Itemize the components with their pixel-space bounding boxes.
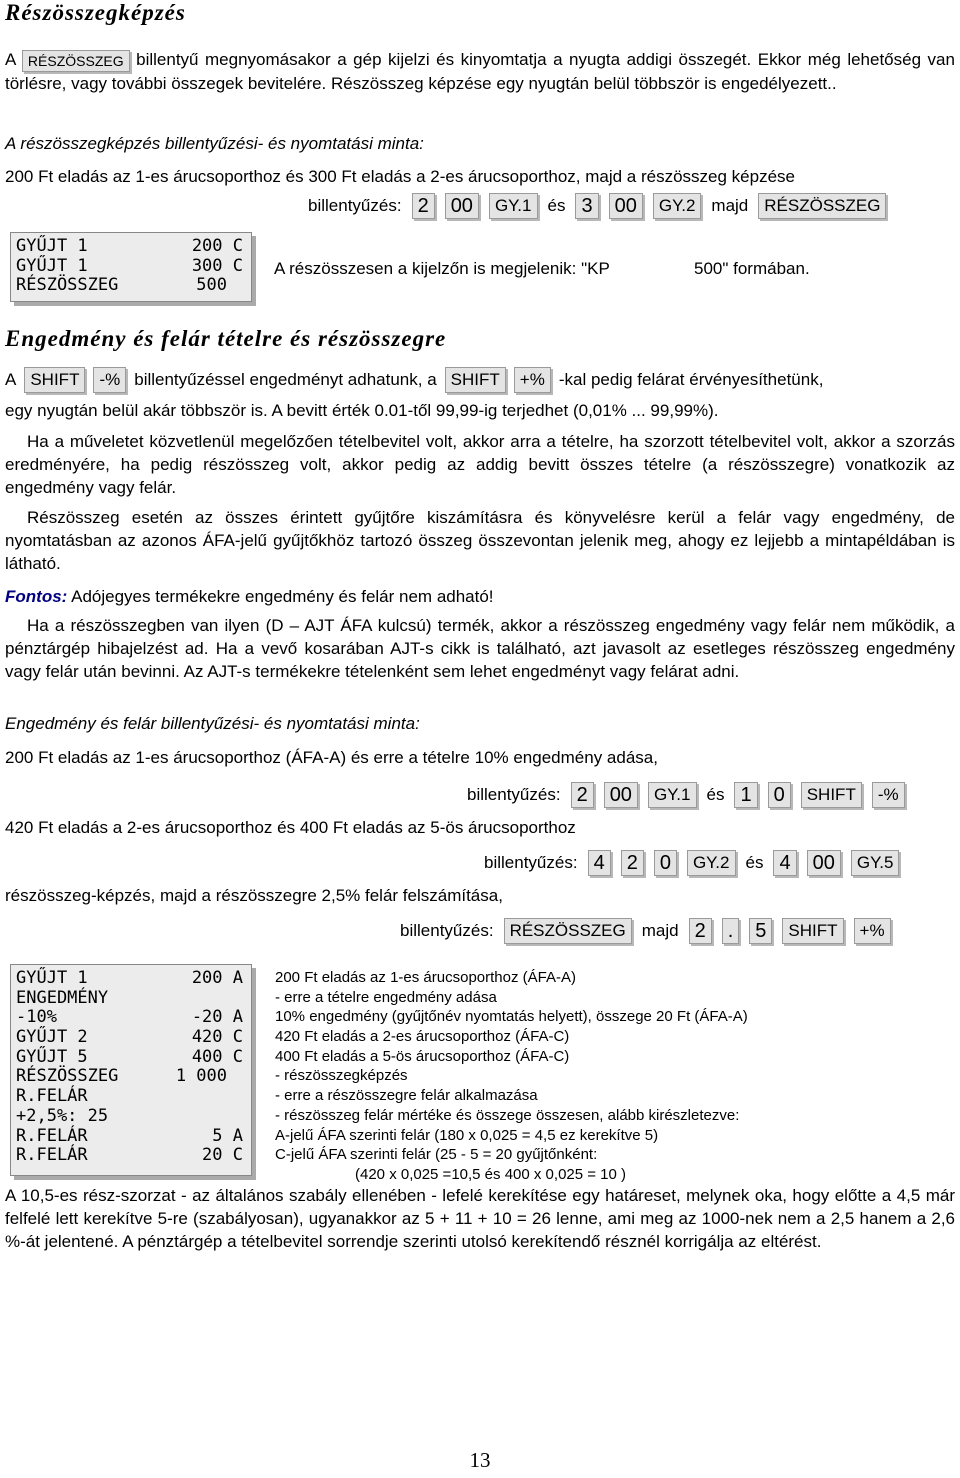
word-majd: majd <box>711 196 749 215</box>
receipt-line: R.FELÁR 5 A <box>16 1125 243 1146</box>
key-sequence-1 <box>308 193 886 219</box>
key-00: 00 <box>807 850 841 876</box>
intro-post: billentyű megnyomásakor a gép kijelzi és kinyomtatja a nyugta addigi összegét. Ekkor még lehetőség van törlésre, vagy további összegek bevitelére. Részösszeg képzése egy nyugtán belül többször is engedélyezett.. <box>5 50 955 93</box>
paragraph-3: Ha a részösszegben van ilyen (D – AJT ÁFA kulcsú) termék, akkor a részösszeg engedmény vagy felár nem működik, a pénztárgép hibajelzést ad. Ha a vevő kosarában AJT-s cikk is található, azt javasolt az esetleges részösszeg engedmény vagy felár után bevinni. Az AJT-s termékekre tételenként sem lehet engedményt vagy felárat adni. <box>5 616 955 681</box>
key-gy2: GY.2 <box>687 850 736 876</box>
fontos-text: Adójegyes termékekre engedmény és felár nem adható! <box>71 587 494 606</box>
section-title-engedmeny: Engedmény és felár tételre és részösszegre <box>5 326 447 351</box>
example-text-1: 200 Ft eladás az 1-es árucsoporthoz és 300 Ft eladás a 2-es árucsoporthoz, majd a részösszeg képzése <box>5 167 795 186</box>
key-gy5: GY.5 <box>851 850 900 876</box>
receipt-line: R.FELÁR <box>16 1086 88 1107</box>
key-minus-percent: -% <box>93 367 126 393</box>
key-2: 2 <box>621 850 644 876</box>
description-line: - részösszegképzés <box>275 1067 408 1085</box>
key-4: 4 <box>773 850 796 876</box>
description-line: 10% engedmény (gyűjtőnév nyomtatás helyett), összege 20 Ft (ÁFA-A) <box>275 1008 748 1026</box>
fontos-label: Fontos: <box>5 587 68 606</box>
receipt-line: -10% -20 A <box>16 1007 243 1028</box>
receipt-line: ENGEDMÉNY <box>16 987 109 1008</box>
fontos-note <box>5 585 955 608</box>
section-title-reszosszeg: Részösszegképzés <box>5 0 186 25</box>
receipt-line: GYŰJT 2 420 C <box>16 1027 243 1048</box>
description-line: 200 Ft eladás az 1-es árucsoporthoz (ÁFA-A) <box>275 969 576 986</box>
key-00: 00 <box>609 193 643 219</box>
key-plus-percent: +% <box>514 367 551 393</box>
receipt-line: +2,5%: 25 <box>16 1105 109 1126</box>
key-0: 0 <box>654 850 677 876</box>
description-line: - erre a részösszegre felár alkalmazása <box>275 1087 538 1105</box>
key-2: 2 <box>412 193 435 219</box>
intro-pre: A <box>5 50 16 69</box>
key-3: 3 <box>575 193 598 219</box>
key-00: 00 <box>445 193 479 219</box>
key-shift: SHIFT <box>24 367 85 393</box>
key-2: 2 <box>689 918 712 944</box>
key-shift: SHIFT <box>801 782 862 808</box>
example-2-text: 420 Ft eladás a 2-es árucsoporthoz és 400 Ft eladás az 5-ös árucsoporthoz <box>5 818 576 837</box>
receipt-line: GYŰJT 1 200 A <box>16 968 243 988</box>
word-es: és <box>547 196 566 215</box>
key-dot: . <box>722 918 740 944</box>
sample-heading-1: A részösszegképzés billentyűzési- és nyomtatási minta: <box>5 134 424 153</box>
key-0: 0 <box>768 782 791 808</box>
sample-heading-2: Engedmény és felár billentyűzési- és nyomtatási minta: <box>5 714 420 733</box>
receipt-sample-2 <box>10 964 252 1176</box>
receipt-line: RÉSZÖSSZEG 1 000 <box>16 1066 227 1087</box>
shift-keys-line: A SHIFT -% billentyűzéssel engedményt adhatunk, a SHIFT +% -kal pedig felárat érvényesíthetünk, <box>5 367 823 393</box>
key-00: 00 <box>604 782 638 808</box>
description-line: 400 Ft eladás a 5-ös árucsoporthoz (ÁFA-C) <box>275 1047 570 1065</box>
key-gy1: GY.1 <box>489 193 538 219</box>
description-line: - erre a tételre engedmény adása <box>275 988 497 1006</box>
key-sequence-ex2: billentyűzés: 4 2 0 GY.2 és 4 00 GY.5 <box>484 850 899 876</box>
receipt-line: GYŰJT 1 200 C <box>16 236 243 256</box>
receipt-line: R.FELÁR 20 C <box>16 1145 243 1166</box>
paragraph-4: A 10,5-es rész-szorzat - az általános szabály ellenében - lefelé kerekítése egy határeset, melynek oka, hogy előtte a 4,5 már felfelé lett kerekítve 5-re (szabályosan), ugyanakkor az 5 + 11 + 10 = 26 lenne, ami meg az 1000-nek nem a 2,5 hanem a 2,6 %-át jelentené. A pénztárgép a tételbevitel sorrendje szerinti utolsó kerekítendő résznél korrigálja az eltérést. <box>5 1186 955 1251</box>
display-note-a: A részösszesen a kijelzőn is megjelenik: "KP <box>274 259 610 278</box>
receipt-line: RÉSZÖSSZEG 500 <box>16 275 227 296</box>
key-sequence-ex1: billentyűzés: 2 00 GY.1 és 1 0 SHIFT -% <box>467 782 905 808</box>
example-1-text: 200 Ft eladás az 1-es árucsoporthoz (ÁFA-A) és erre a tételre 10% engedmény adása, <box>5 748 658 767</box>
paragraph-1: Ha a műveletet közvetlenül megelőzően tételbevitel volt, akkor arra a tételre, ha szorzott tételbevitel volt, akkor a szorzás eredményére, ha pedig részösszeg volt, akkor pedig az addig bevitt összes tételre (a részösszegre) vonatkozik az engedmény vagy felár. <box>5 432 955 497</box>
receipt-sample-1 <box>10 232 252 302</box>
description-line: (420 x 0,025 =10,5 és 400 x 0,025 = 10 ) <box>355 1165 627 1183</box>
keys-label: billentyűzés: <box>308 196 402 215</box>
example-3-text: részösszeg-képzés, majd a részösszegre 2,5% felár felszámítása, <box>5 886 503 905</box>
description-line: A-jelű ÁFA szerinti felár (180 x 0,025 = 4,5 ez kerekítve 5) <box>275 1126 659 1144</box>
key-sequence-ex3: billentyűzés: RÉSZÖSSZEG majd 2 . 5 SHIFT +% <box>400 918 891 944</box>
receipt-line: GYŰJT 5 400 C <box>16 1046 243 1067</box>
key-reszosszeg: RÉSZÖSSZEG <box>504 918 632 944</box>
key-reszosszeg: RÉSZÖSSZEG <box>22 50 130 72</box>
paragraph-2: Részösszeg esetén az összes érintett gyűjtőre kiszámításra és könyvelésre kerül a felár vagy engedmény, de nyomtatásban az azonos ÁFA-jelű gyűjtőkhöz tartozó összeg összevontan jelenik meg, ahogy ez lejjebb a mintapéldában is látható. <box>5 508 955 573</box>
key-shift: SHIFT <box>782 918 843 944</box>
key-gy2: GY.2 <box>653 193 702 219</box>
key-5: 5 <box>749 918 772 944</box>
key-2: 2 <box>571 782 594 808</box>
key-plus-percent: +% <box>854 918 891 944</box>
key-4: 4 <box>588 850 611 876</box>
description-line: 420 Ft eladás a 2-es árucsoporthoz (ÁFA-C) <box>275 1028 570 1046</box>
key-gy1: GY.1 <box>648 782 697 808</box>
description-line: C-jelű ÁFA szerinti felár (25 - 5 = 20 gyűjtőnként: <box>275 1146 598 1164</box>
key-minus-percent: -% <box>872 782 905 808</box>
intro-paragraph <box>5 48 955 95</box>
receipt-line: GYŰJT 1 300 C <box>16 255 243 276</box>
display-note-b: 500" formában. <box>694 259 810 278</box>
value-range-text: egy nyugtán belül akár többször is. A bevitt érték 0.01-től 99,99-ig terjedhet (0,01% ... 99,99%). <box>5 401 719 420</box>
description-line: - részösszeg felár mértéke és összege összesen, alább kirészletezve: <box>275 1106 740 1124</box>
key-1: 1 <box>734 782 757 808</box>
key-shift: SHIFT <box>445 367 506 393</box>
page-number: 13 <box>469 1448 491 1472</box>
receipt-descriptions <box>275 968 748 1185</box>
key-reszosszeg: RÉSZÖSSZEG <box>758 193 886 219</box>
